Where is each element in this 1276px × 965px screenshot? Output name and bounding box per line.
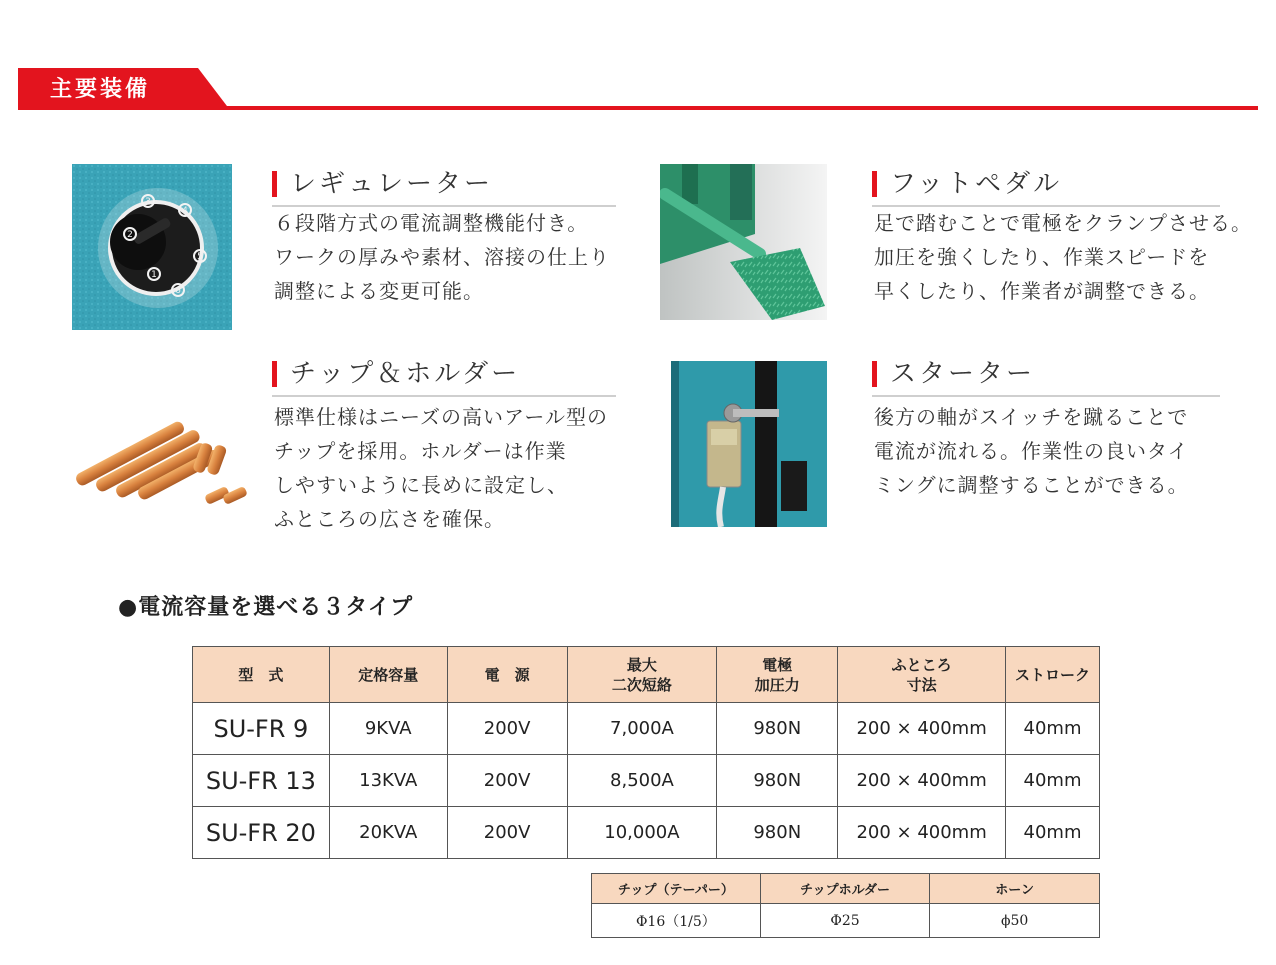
- table-cell: 200V: [447, 703, 567, 755]
- page-title: 主要装備: [50, 77, 151, 102]
- description-line: チップを採用。ホルダーは作業: [274, 439, 567, 463]
- model-cell: SU-FR 13: [193, 755, 330, 807]
- description-line: ミングに調整することができる。: [874, 473, 1189, 497]
- column-header-horn: ホーン: [930, 874, 1100, 904]
- table-cell: 200 × 400mm: [838, 703, 1006, 755]
- feature-heading-foot-pedal: [872, 165, 1220, 207]
- description-line: 調整による変更可能。: [274, 279, 484, 303]
- feature-description-foot-pedal: [874, 206, 1252, 308]
- feature-description-starter: [874, 400, 1189, 502]
- dial-label-6: 6: [175, 286, 181, 296]
- description-line: ふところの広さを確保。: [274, 507, 505, 531]
- description-line: 早くしたり、作業者が調整できる。: [874, 279, 1210, 303]
- table-cell: 40mm: [1006, 703, 1100, 755]
- foot-pedal-photo: [660, 164, 827, 320]
- column-header-model: 型 式: [193, 647, 330, 703]
- table-cell: 200V: [447, 807, 567, 859]
- tip-size-header-row: [592, 874, 1100, 904]
- table-cell: 20KVA: [329, 807, 447, 859]
- description-line: しやすいように長めに設定し、: [274, 473, 568, 497]
- heading-accent-bar: [872, 361, 877, 387]
- heading-accent-bar: [272, 361, 277, 387]
- dial-label-3: 3: [145, 197, 151, 207]
- feature-title-starter: スターター: [890, 359, 1036, 389]
- column-header-throat-depth: ふところ 寸法: [838, 647, 1006, 703]
- dial-label-2: 2: [127, 230, 133, 240]
- column-header-tip-taper: チップ（テーパー）: [592, 874, 761, 904]
- column-header-tip-holder: チップホルダー: [760, 874, 930, 904]
- feature-description-regulator: [274, 206, 610, 308]
- model-cell: SU-FR 9: [193, 703, 330, 755]
- description-line: 電流が流れる。作業性の良いタイ: [874, 439, 1189, 463]
- feature-description-tip-holder: [274, 400, 608, 536]
- description-line: ６段階方式の電流調整機能付き。: [274, 211, 589, 235]
- table-cell: 7,000A: [567, 703, 717, 755]
- tip-size-table: [591, 873, 1100, 938]
- column-header-rated-capacity: 定格容量: [329, 647, 447, 703]
- table-cell: 980N: [717, 755, 838, 807]
- column-header-stroke: ストローク: [1006, 647, 1100, 703]
- table-cell: 10,000A: [567, 807, 717, 859]
- table-cell: 980N: [717, 703, 838, 755]
- feature-heading-tip-holder: [272, 355, 616, 397]
- feature-title-regulator: レギュレーター: [290, 169, 494, 199]
- table-cell: ϕ50: [930, 904, 1100, 938]
- feature-heading-starter: [872, 355, 1220, 397]
- table-cell: 200V: [447, 755, 567, 807]
- regulator-photo: [72, 164, 232, 330]
- description-line: 加圧を強くしたり、作業スピードを: [874, 245, 1210, 269]
- heading-accent-bar: [272, 171, 277, 197]
- table-cell: 13KVA: [329, 755, 447, 807]
- model-cell: SU-FR 20: [193, 807, 330, 859]
- banner-underline: [18, 106, 1258, 110]
- column-header-power-supply: 電 源: [447, 647, 567, 703]
- table-row: [193, 703, 1100, 755]
- table-row: [592, 904, 1100, 938]
- feature-title-tip-holder: チップ＆ホルダー: [290, 359, 521, 389]
- table-cell: 40mm: [1006, 755, 1100, 807]
- feature-heading-regulator: [272, 165, 616, 207]
- dial-label-4: 4: [182, 206, 188, 216]
- spec-table: [192, 646, 1100, 859]
- table-cell: 9KVA: [329, 703, 447, 755]
- tip-holder-photo: [66, 418, 252, 508]
- column-header-max-short-circuit: 最大 二次短絡: [567, 647, 717, 703]
- table-cell: Φ16（1/5）: [592, 904, 761, 938]
- description-line: ワークの厚みや素材、溶接の仕上り: [274, 245, 610, 269]
- starter-photo: [671, 361, 827, 527]
- capacity-section-heading: ●電流容量を選べる３タイプ: [118, 595, 414, 620]
- description-line: 後方の軸がスイッチを蹴ることで: [874, 405, 1189, 429]
- description-line: 標準仕様はニーズの高いアール型の: [274, 405, 608, 429]
- table-cell: Φ25: [760, 904, 930, 938]
- table-cell: 8,500A: [567, 755, 717, 807]
- dial-label-1: 1: [151, 270, 157, 280]
- table-cell: 40mm: [1006, 807, 1100, 859]
- description-line: 足で踏むことで電極をクランプさせる。: [874, 211, 1252, 235]
- dial-label-5: 5: [197, 252, 203, 262]
- table-row: [193, 755, 1100, 807]
- table-cell: 980N: [717, 807, 838, 859]
- column-header-electrode-force: 電極 加圧力: [717, 647, 838, 703]
- spec-table-header-row: [193, 647, 1100, 703]
- table-row: [193, 807, 1100, 859]
- heading-accent-bar: [872, 171, 877, 197]
- table-cell: 200 × 400mm: [838, 807, 1006, 859]
- feature-title-foot-pedal: フットペダル: [890, 169, 1063, 199]
- table-cell: 200 × 400mm: [838, 755, 1006, 807]
